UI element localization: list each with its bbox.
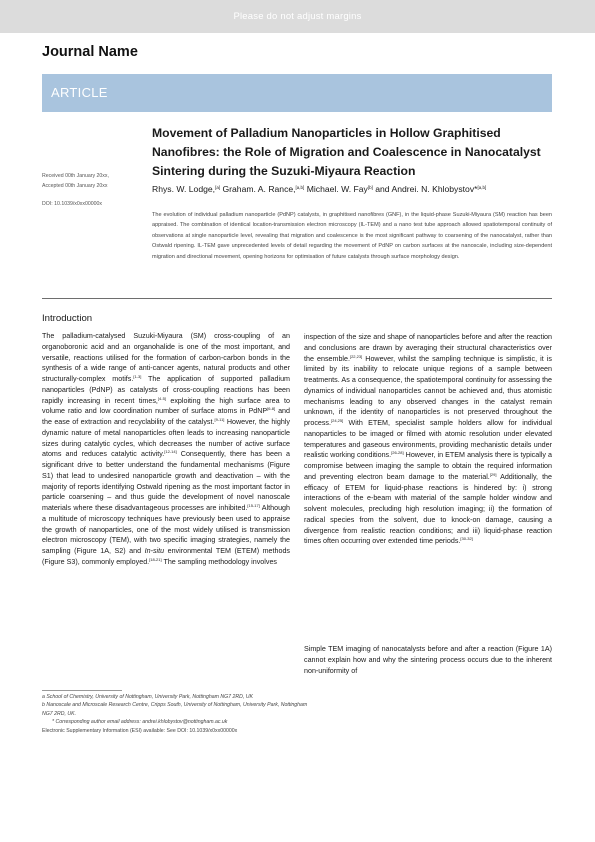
article-banner [42,74,552,112]
footnotes [42,693,312,735]
footnote-affiliation: a School of Chemistry, University of Nottingham, University Park, Nottingham NG7 2RD, UK [42,694,253,700]
footnote-corresponding: * Corresponding author email address: andrei.khlobystov@nottingham.ac.uk [52,719,228,726]
doi: DOI: 10.1039/x0xx00000x [42,201,102,207]
citation: [29] [489,471,497,477]
author-name: Rhys. W. Lodge, [152,184,216,194]
body-column-right [304,332,552,547]
article-label: ARTICLE [51,85,108,100]
author-name: Graham. A. Rance, [220,184,296,194]
citation: [24,25] [331,418,344,423]
citation: [22,23] [349,353,363,359]
citation: [12-14] [164,449,177,455]
affiliation-marker: [a,b] [477,185,487,190]
paper-title: Movement of Palladium Nanoparticles in Hollow Graphitised Nanofibres: the Role of Migration and Coalescence in Nanocatalyst Sintering during the Suzuki-Miyaura Reaction [152,126,541,178]
paragraph: The palladium-catalysed Suzuki-Miyaura (SM) cross-coupling of an organoboronic acid and an organohalide is one of the most important, and versatile, reactions utilised for the formation of carbon-carbon bonds in the synthesis of a wide range of anti-cancer agents, natural products and other structurally-complex motifs.[1-3] The application of supported palladium nanoparticles (PdNP) as catalysts of cross-coupling reactions has been rapidly increasing in recent times,[4-5] exploiting the high surface area to volume ratio and low coordination number of surface atoms in PdNP[6-8] and the ease of extraction and recyclability of the catalyst.[9-11] However, the highly dynamic nature of metal nanoparticles often leads to increasing nanoparticle sizes during catalytic cycles, which decreases the number of active surface atoms and reduces catalytic activity.[12-14] Consequently, there has been a significant drive to better understand the fundamental mechanisms (Figure S1) that lead to undesired nanoparticle growth and deactivation – with the majority of reports identifying Ostwald ripening as the most important factor in particle coarsening – and thus guide the development of novel nanoscale materials where these disadvantageous processes are inhibited.[15-17] Although a multitude of microscopy techniques have previously been used to appraise the growth of nanoparticles, one of the most widely utilised is transmission electron microscopy (TEM), with two specific imaging strategies, namely the sampling (Figure 1A, S2) and In-situ environmental TEM (ETEM) methods (Figure S3), commonly employed.[18-21] The sampling methodology involves [42,332,290,566]
citation: [4-5] [157,395,166,401]
affiliation-marker: [a] [215,185,221,190]
author-list [152,184,572,194]
citation: [6-8] [267,406,276,412]
accepted-date: Accepted 00th January 20xx [42,182,108,189]
citation: [9-11] [214,417,225,422]
citation: [15-17] [247,503,260,508]
margin-notice: Please do not adjust margins [233,11,362,22]
author-name: Michael. W. Fay [304,184,368,194]
received-date: Received 00th January 20xx, [42,173,109,179]
affiliation-marker: [a,b] [295,185,305,190]
body-column-left [42,331,290,568]
citation: [30-32] [460,536,473,542]
footnote-esi: Electronic Supplementary Information (ESI) available: See DOI: 10.1039/x0xx00000x [42,727,238,734]
affiliation-marker: [b] [367,185,373,190]
abstract: The evolution of individual palladium nanoparticle (PdNP) catalysts, in graphitised nanofibres (GNF), in the liquid-phase Suzuki-Miyaura (SM) reaction has been appraised. The combination of identical location-transmission electron microscopy (IL-TEM) and a nano test tube approach allowed spatiotemporal continuity of observations at single nanoparticle level, revealing that migration and coalescence is the most significant pathway to coarsening of the nanocatalyst, rather than Ostwald ripening. IL-TEM gave unprecedented levels of detail regarding the movement of PdNP on carbon surfaces at the nanoscale, including size-dependent migration and directional movement, opening horizons for optimisation of future catalysts through surface morphology design. [152,212,552,260]
citation: [26-28] [391,450,404,456]
journal-name: Journal Name [42,44,138,60]
author-name: and Andrei. N. Khlobystov* [372,184,478,194]
citation: [1-3] [133,374,142,379]
section-heading: Introduction [42,313,93,324]
paragraph: Simple TEM imaging of nanocatalysts before and after a reaction (Figure 1A) cannot explain how and why the sintering process occurs due to the inherent non-uniformity of [304,645,552,675]
footnote-rule [42,690,122,691]
section-divider [42,298,552,299]
paragraph: inspection of the size and shape of nanoparticles before and after the reaction and conclusions are drawn by averaging their structural characteristics over the ensemble.[22,23] However, whilst the sampling technique is simplistic, it is limited by its inability to relocate unique regions of a sample between treatments. As a consequence, the spatiotemporal continuity for assessing the dynamics of individual nanoparticles cannot be achieved and, thus atomistic mechanisms leading to any observed changes in the catalyst remain unknown, if the identity of nanoparticles is not preserved throughout the process.[24,25] With ETEM, specialist sample holders allow for individual nanoparticles to be imaged or filmed with atomic resolution under elevated temperatures and gaseous environments, providing mechanistic details under realistic working conditions.[26-28] However, in ETEM analysis there is typically a compromise between imaging the sample to obtain the required information and preventing electron beam damage to the material.[29] Additionally, the efficacy of ETEM for liquid-phase reactions is hindered by: i) strong interactions of the e-beam with material of the sample holder window and solvent molecules, precluding high resolution imaging; ii) the formation of radical species from the solvent, due to knock-on damage, causing a divergence from realistic reaction conditions; and iii) liquid-phase reaction times often occurring over extended time periods.[30-32] [304,333,552,546]
citation: [18-21] [149,556,162,562]
body-column-right-paragraph-2 [304,644,552,676]
top-margin-bar [0,0,595,33]
footnote-affiliation: b Nanoscale and Microscale Research Centre, Cripps South, University of Nottingham, University Park, Nottingham NG7 2RD, UK. [42,702,308,717]
article-dates [42,172,152,191]
